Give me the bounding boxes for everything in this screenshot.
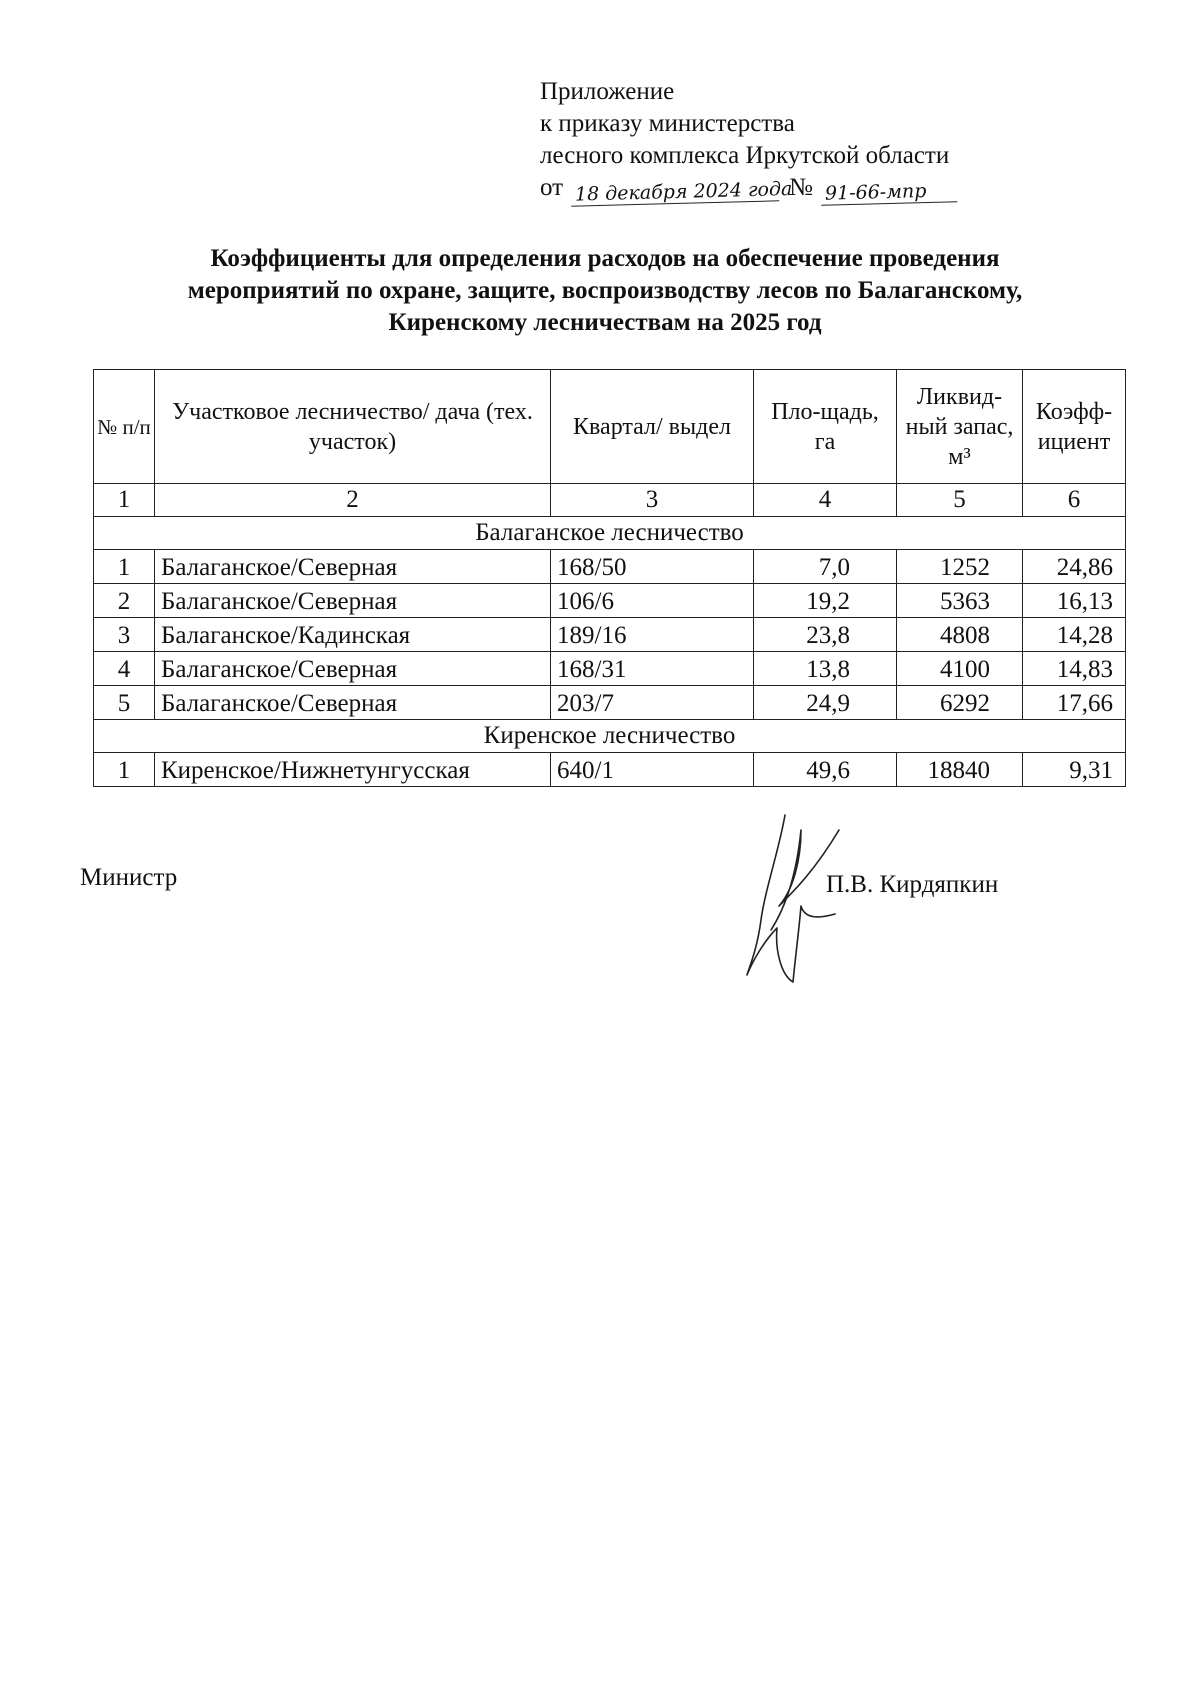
cell-name: Балаганское/Кадинская (155, 618, 551, 652)
header-kvartal: Квартал/ выдел (551, 370, 754, 484)
cell-liquid: 5363 (897, 584, 1023, 618)
cell-num: 2 (94, 584, 155, 618)
header-coef: Коэфф-ициент (1023, 370, 1126, 484)
cell-coef: 9,31 (1023, 753, 1126, 787)
cell-coef: 14,28 (1023, 618, 1126, 652)
cell-area: 23,8 (754, 618, 897, 652)
appendix-line-2: к приказу министерства (540, 110, 795, 137)
cell-name: Балаганское/Северная (155, 584, 551, 618)
cell-name: Киренское/Нижнетунгусская (155, 753, 551, 787)
cell-kvartal: 168/50 (551, 550, 754, 584)
appendix-block (540, 76, 957, 204)
col-number: 4 (754, 484, 897, 517)
section-row (94, 517, 1126, 550)
col-number: 3 (551, 484, 754, 517)
col-number: 6 (1023, 484, 1126, 517)
document-title (110, 243, 1100, 339)
section-title: Киренское лесничество (94, 720, 1126, 753)
table-row (94, 584, 1126, 618)
cell-kvartal: 106/6 (551, 584, 754, 618)
appendix-line-1: Приложение (540, 78, 675, 105)
cell-coef: 14,83 (1023, 652, 1126, 686)
cell-liquid: 4808 (897, 618, 1023, 652)
cell-name: Балаганское/Северная (155, 652, 551, 686)
section-row (94, 720, 1126, 753)
cell-liquid: 4100 (897, 652, 1023, 686)
minister-label: Министр (80, 864, 178, 891)
cell-coef: 16,13 (1023, 584, 1126, 618)
order-date-line (540, 172, 957, 204)
title-line-1: Коэффициенты для определения расходов на обеспечение проведения (210, 245, 1000, 272)
title-line-3: Киренскому лесничествам на 2025 год (388, 309, 822, 336)
col-number: 1 (94, 484, 155, 517)
header-name: Участковое лесничество/ дача (тех. участок) (155, 370, 551, 484)
cell-num: 5 (94, 686, 155, 720)
handwritten-order-number: 91-66-мпр (821, 179, 958, 206)
coefficients-table (93, 369, 1126, 787)
col-number: 5 (897, 484, 1023, 517)
cell-area: 24,9 (754, 686, 897, 720)
header-area: Пло-щадь, га (754, 370, 897, 484)
col-number: 2 (155, 484, 551, 517)
header-num: № п/п (94, 370, 155, 484)
cell-kvartal: 640/1 (551, 753, 754, 787)
cell-liquid: 18840 (897, 753, 1023, 787)
cell-num: 3 (94, 618, 155, 652)
section-title: Балаганское лесничество (94, 517, 1126, 550)
cell-area: 13,8 (754, 652, 897, 686)
from-label: от (540, 174, 564, 201)
cell-coef: 24,86 (1023, 550, 1126, 584)
cell-liquid: 1252 (897, 550, 1023, 584)
cell-kvartal: 168/31 (551, 652, 754, 686)
table-row (94, 686, 1126, 720)
cell-coef: 17,66 (1023, 686, 1126, 720)
cell-kvartal: 189/16 (551, 618, 754, 652)
table-row (94, 652, 1126, 686)
cell-area: 49,6 (754, 753, 897, 787)
cell-name: Балаганское/Северная (155, 550, 551, 584)
cell-area: 19,2 (754, 584, 897, 618)
cell-num: 1 (94, 550, 155, 584)
header-liquid: Ликвид-ный запас, м³ (897, 370, 1023, 484)
column-numbers-row (94, 484, 1126, 517)
cell-area: 7,0 (754, 550, 897, 584)
cell-kvartal: 203/7 (551, 686, 754, 720)
handwritten-date: 18 декабря 2024 года (571, 178, 780, 206)
table-header-row (94, 370, 1126, 484)
cell-liquid: 6292 (897, 686, 1023, 720)
signer-name: П.В. Кирдяпкин (826, 871, 999, 898)
cell-num: 4 (94, 652, 155, 686)
cell-num: 1 (94, 753, 155, 787)
number-sign: № (789, 174, 813, 201)
table-row (94, 753, 1126, 787)
cell-name: Балаганское/Северная (155, 686, 551, 720)
table-row (94, 550, 1126, 584)
table-row (94, 618, 1126, 652)
title-line-2: мероприятий по охране, защите, воспроизводству лесов по Балаганскому, (187, 277, 1023, 304)
appendix-line-3: лесного комплекса Иркутской области (540, 142, 950, 169)
